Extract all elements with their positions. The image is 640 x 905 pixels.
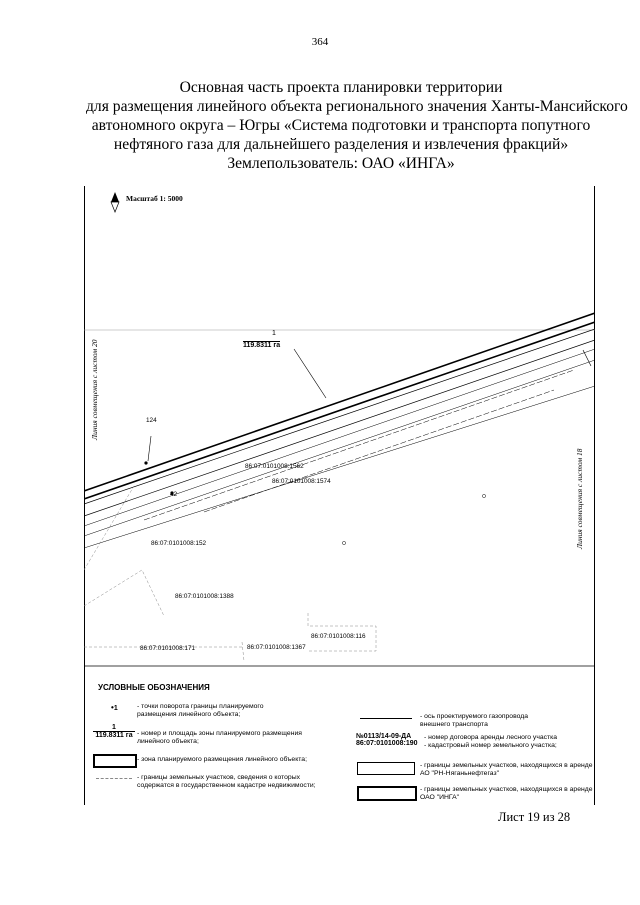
legend-zone-label-symbol: 1 119.8311 га	[93, 724, 135, 739]
turn-point-marker	[144, 461, 147, 464]
legend-parcel-bounds-swatch	[96, 778, 132, 779]
legend-turn-point-text: - точки поворота границы планируемого размещения линейного объекта;	[137, 703, 264, 718]
sheet-number: Лист 19 из 28	[498, 810, 571, 824]
zone-boundary	[84, 313, 595, 548]
legend-zone-text: - зона планируемого размещения линейного объекта;	[137, 756, 307, 763]
page-number: 364	[311, 36, 329, 48]
parcel-label: 86:07:0101008:116	[311, 633, 366, 640]
legend-zone-label-text: - номер и площадь зоны планируемого размещения линейного объекта;	[137, 730, 302, 745]
zone-number-label: 1	[272, 330, 276, 337]
match-line-right: Линия совмещения с листом 18	[575, 448, 584, 549]
legend-inga-lease-swatch	[357, 786, 417, 801]
title-line: Землепользователь: ОАО «ИНГА»	[227, 155, 455, 172]
legend-lease-text: - номер договора аренды лесного участка - кадастровый номер земельного участка;	[424, 734, 558, 749]
parcel-boundary	[84, 570, 164, 616]
map-marker	[482, 494, 485, 497]
parcel-boundary	[242, 642, 244, 661]
title-line: для размещения линейного объекта регионального значения Ханты-Мансийского	[86, 98, 628, 115]
legend-zone-swatch	[93, 754, 137, 768]
parcel-label: 86:07:0101008:1574	[272, 478, 331, 485]
match-line-left: Линия совмещения с листом 20	[90, 339, 99, 440]
title-line: нефтяного газа для дальнейшего разделения и извлечения фракций»	[113, 136, 569, 153]
point-label: 42	[170, 491, 178, 498]
parcel-boundary	[84, 486, 134, 570]
parcel-label: 86:07:0101008:1562	[245, 463, 304, 470]
legend-axis-text: - ось проектируемого газопровода внешнего транспорта	[420, 713, 529, 728]
parcel-boundary	[308, 613, 376, 651]
zone-leader-line	[294, 349, 326, 398]
parcel-label: 86:07:0101008:152	[151, 540, 207, 547]
turn-point-dot-icon: •	[111, 703, 114, 712]
legend-inga-lease-text: - границы земельных участков, находящихся в аренде ОАО "ИНГА"	[420, 786, 593, 801]
legend-turn-point-symbol: •1	[111, 703, 118, 712]
point-label: 124	[146, 417, 157, 424]
map-marker	[342, 541, 345, 544]
title-line: Основная часть проекта планировки территории	[179, 79, 503, 96]
title-line: автономного округа – Югры «Система подготовки и транспорта попутного	[91, 117, 591, 134]
map-scale: Масштаб 1: 5000	[126, 194, 183, 203]
parcel-label: 86:07:0101008:171	[140, 645, 196, 652]
legend-lease-symbol: №0113/14-09-ДА 86:07:0101008:190	[356, 733, 418, 747]
legend-heading: УСЛОВНЫЕ ОБОЗНАЧЕНИЯ	[98, 683, 210, 692]
legend-rn-lease-swatch	[357, 762, 415, 775]
parcel-label: 86:07:0101008:1388	[175, 593, 234, 600]
parcel-label: 86:07:0101008:1367	[247, 644, 306, 651]
north-arrow	[111, 192, 119, 212]
legend-parcel-bounds-text: - границы земельных участков, сведения о которых содержатся в государственном кадастре недвижимости;	[137, 774, 316, 789]
legend-axis-swatch	[360, 718, 412, 719]
document-title	[86, 78, 628, 173]
pipeline-axis	[144, 370, 574, 520]
legend-rn-lease-text: - границы земельных участков, находящихся в аренде АО "РН-Няганьнефтегаз"	[420, 762, 593, 777]
zone-area-label: 119.8311 га	[243, 342, 281, 349]
